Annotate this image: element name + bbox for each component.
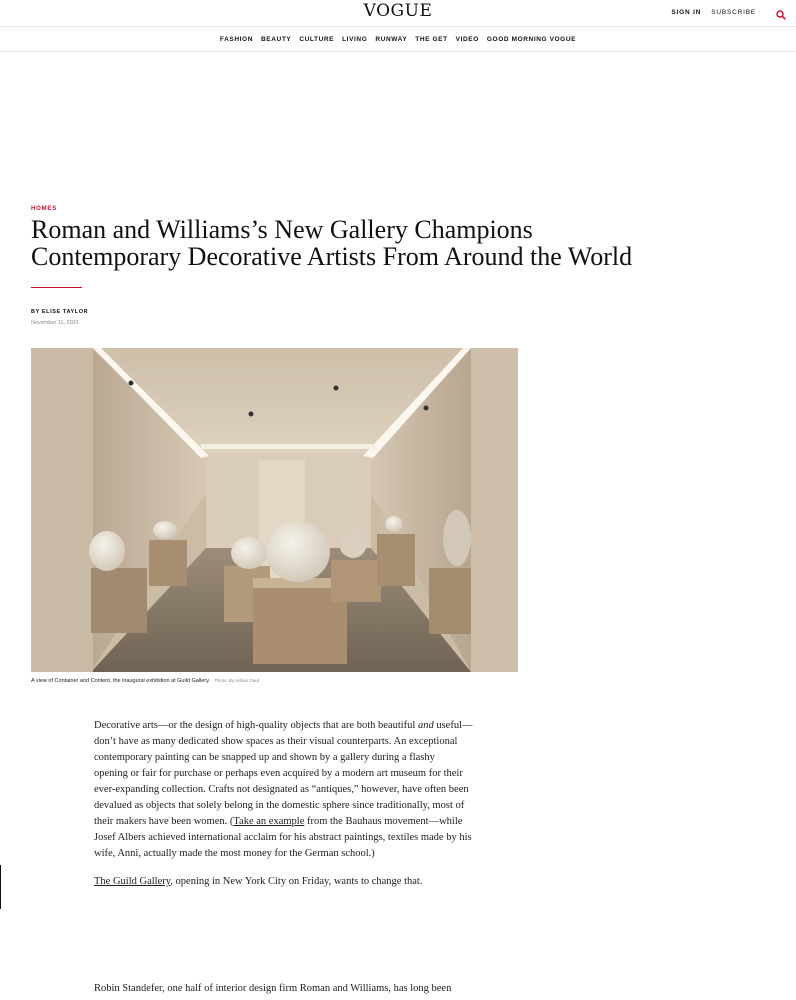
main-nav — [0, 27, 796, 52]
subscribe-link[interactable]: SUBSCRIBE — [711, 8, 756, 16]
paragraph-line — [94, 874, 456, 890]
nav-the-get[interactable]: THE GET — [415, 35, 448, 43]
text-run: Decorative arts—or the design of high-quality objects that are both beautiful — [94, 720, 418, 731]
byline[interactable]: BY ELISE TAYLOR — [31, 309, 89, 315]
section-kicker[interactable]: HOMES — [31, 206, 58, 212]
nav-fashion[interactable]: FASHION — [219, 35, 253, 43]
guild-gallery-link[interactable]: The Guild Gallery — [94, 876, 171, 887]
scroll-indicator[interactable] — [0, 865, 1, 909]
paragraph-line: Robin Standefer, one half of interior design firm Roman and Williams, has long been — [94, 983, 452, 994]
paragraph-line: opening or fair for purchase or perhaps even acquired by a modern art museum for their — [94, 768, 463, 779]
text-run: useful— — [433, 720, 473, 731]
emphasis-text: and — [417, 720, 434, 731]
headline-divider — [31, 287, 82, 288]
nav-living[interactable]: LIVING — [342, 35, 368, 43]
paragraph-line — [94, 718, 473, 734]
article-headline — [31, 216, 671, 270]
nav-runway[interactable]: RUNWAY — [375, 35, 408, 43]
nav-beauty[interactable]: BEAUTY — [261, 35, 292, 43]
article-paragraph — [94, 874, 456, 890]
paragraph-line: contemporary painting can be snapped up and shown by a gallery during a flashy — [94, 752, 435, 763]
paragraph-line: ever-expanding collection. Crafts not designated as “antiques,” however, have often been — [94, 784, 469, 795]
caption-text: A view of Container and Content, the inaugural exhibition at Guild Gallery. — [31, 678, 211, 684]
photo-credit: Photo: By Adrian Gaut — [214, 678, 260, 683]
hero-photo[interactable] — [31, 348, 518, 672]
sign-in-link[interactable]: SIGN IN — [671, 8, 702, 16]
paragraph-line: Josef Albers achieved international acclaim for his abstract paintings, textiles made by his — [94, 832, 472, 843]
photo-caption — [31, 678, 259, 684]
nav-good-morning-vogue[interactable]: GOOD MORNING VOGUE — [486, 35, 577, 43]
vogue-logo[interactable]: VOGUE — [363, 1, 433, 21]
paragraph-line: devalued as objects that solely belong in the domestic sphere since traditionally, most of — [94, 800, 465, 811]
paragraph-line — [94, 814, 463, 830]
paragraph-line: don’t have as many dedicated show spaces as their visual counterparts. An exceptional — [94, 736, 458, 747]
search-icon[interactable] — [776, 7, 786, 17]
text-run: from the Bauhaus movement—while — [304, 816, 463, 827]
take-an-example-link[interactable]: Take an example — [233, 816, 305, 827]
top-actions — [671, 7, 786, 17]
headline-line: Roman and Williams’s New Gallery Champions — [31, 215, 533, 244]
article-paragraph — [94, 718, 473, 862]
top-bar — [0, 0, 796, 27]
nav-video[interactable]: VIDEO — [455, 35, 479, 43]
nav-culture[interactable]: CULTURE — [299, 35, 335, 43]
publish-date: November 11, 2021 — [31, 320, 79, 326]
text-run: , opening in New York City on Friday, wants to change that. — [170, 876, 423, 887]
article-paragraph — [94, 981, 456, 997]
text-run: their makers have been women. ( — [94, 816, 234, 827]
paragraph-line: wife, Anni, actually made the most money for the German school.) — [94, 848, 375, 859]
headline-line: Contemporary Decorative Artists From Around the World — [31, 242, 633, 271]
